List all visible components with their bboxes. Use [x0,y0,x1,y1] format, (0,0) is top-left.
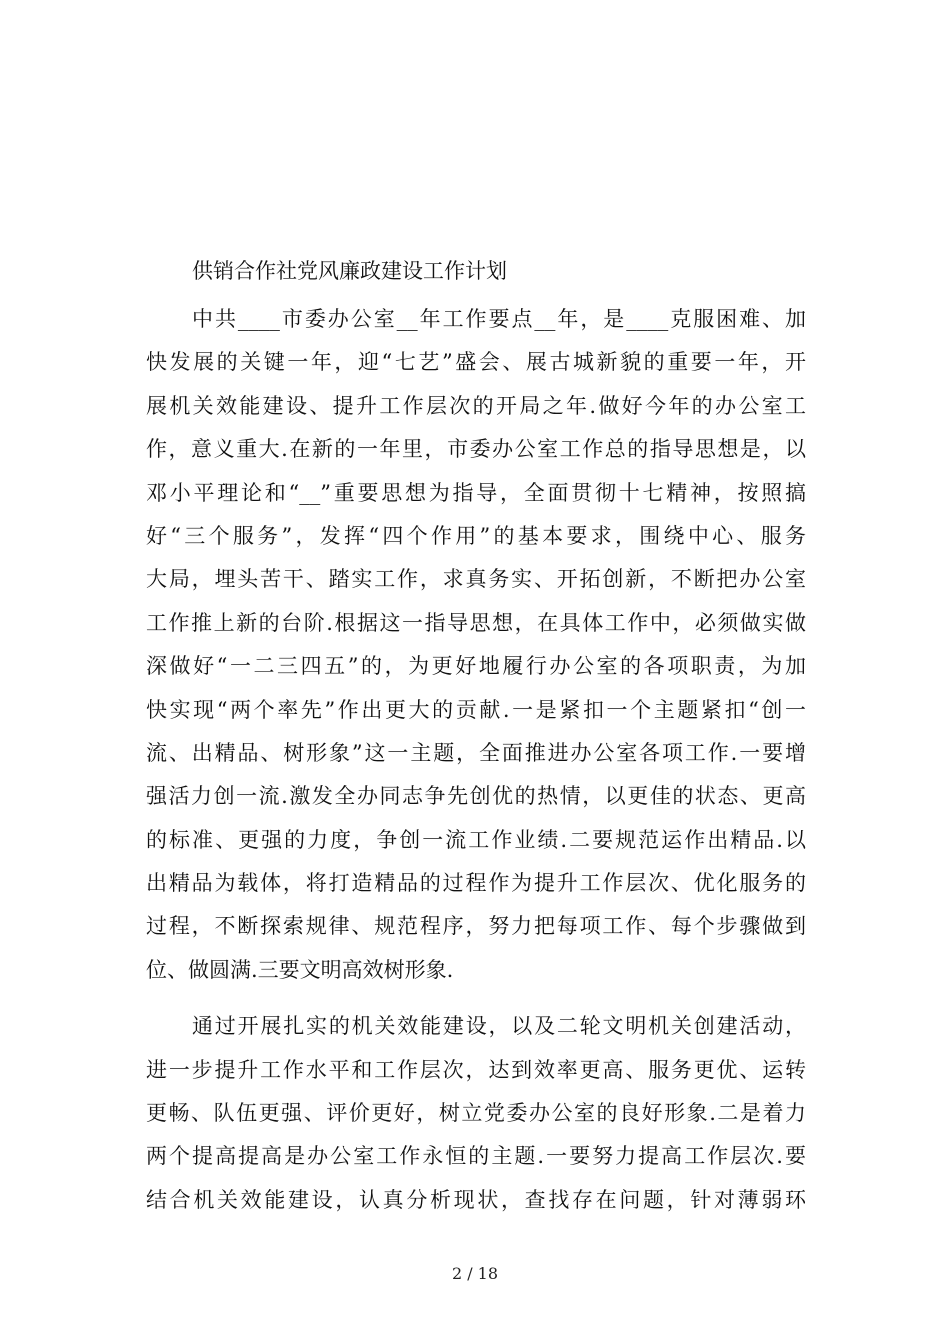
text-line: 快实现“两个率先”作出更大的贡献.一是紧扣一个主题紧扣“创一 [146,697,806,722]
document-title: 供销合作社党风廉政建设工作计划 [192,259,507,283]
text-line: 流、出精品、树形象”这一主题，全面推进办公室各项工作.一要增 [146,740,806,765]
text-line: 的标准、更强的力度，争创一流工作业绩.二要规范运作出精品.以 [146,827,806,852]
text-line: 作，意义重大.在新的一年里，市委办公室工作总的指导思想是，以 [146,437,806,462]
text-line: 结合机关效能建设，认真分析现状，查找存在问题，针对薄弱环 [146,1187,806,1212]
text-line: 进一步提升工作水平和工作层次，达到效率更高、服务更优、运转 [146,1057,806,1082]
text-line: 位、做圆满.三要文明高效树形象. [146,957,454,982]
page-number: 2 / 18 [451,1264,499,1283]
paragraph-2 [146,1005,806,1222]
paragraph-spacer [146,992,806,1005]
text-line: 好“三个服务”，发挥“四个作用”的基本要求，围绕中心、服务 [146,523,806,548]
text-line: 更畅、队伍更强、评价更好，树立党委办公室的良好形象.二是着力 [146,1101,806,1126]
text-line: 展机关效能建设、提升工作层次的开局之年.做好今年的办公室工 [146,393,806,418]
text-line: 工作推上新的台阶.根据这一指导思想，在具体工作中，必须做实做 [146,610,806,635]
text-line: 大局，埋头苦干、踏实工作，求真务实、开拓创新，不断把办公室 [146,567,806,592]
paragraph-1 [146,298,806,992]
text-line: 过程，不断探索规律、规范程序，努力把每项工作、每个步骤做到 [146,914,806,939]
text-line: 出精品为载体，将打造精品的过程作为提升工作层次、优化服务的 [146,871,806,896]
text-line: 深做好“一二三四五”的，为更好地履行办公室的各项职责，为加 [146,654,806,679]
text-line: 两个提高提高是办公室工作永恒的主题.一要努力提高工作层次.要 [146,1144,806,1169]
text-line: 中共____市委办公室__年工作要点__年，是____克服困难、加 [192,307,806,331]
text-line: 邓小平理论和“__”重要思想为指导，全面贯彻十七精神，按照搞 [146,480,806,505]
document-body [146,298,806,1222]
text-line: 快发展的关键一年，迎“七艺”盛会、展古城新貌的重要一年，开 [146,350,806,375]
text-line: 强活力创一流.激发全办同志争先创优的热情，以更佳的状态、更高 [146,784,806,809]
text-line: 通过开展扎实的机关效能建设，以及二轮文明机关创建活动， [192,1014,806,1039]
